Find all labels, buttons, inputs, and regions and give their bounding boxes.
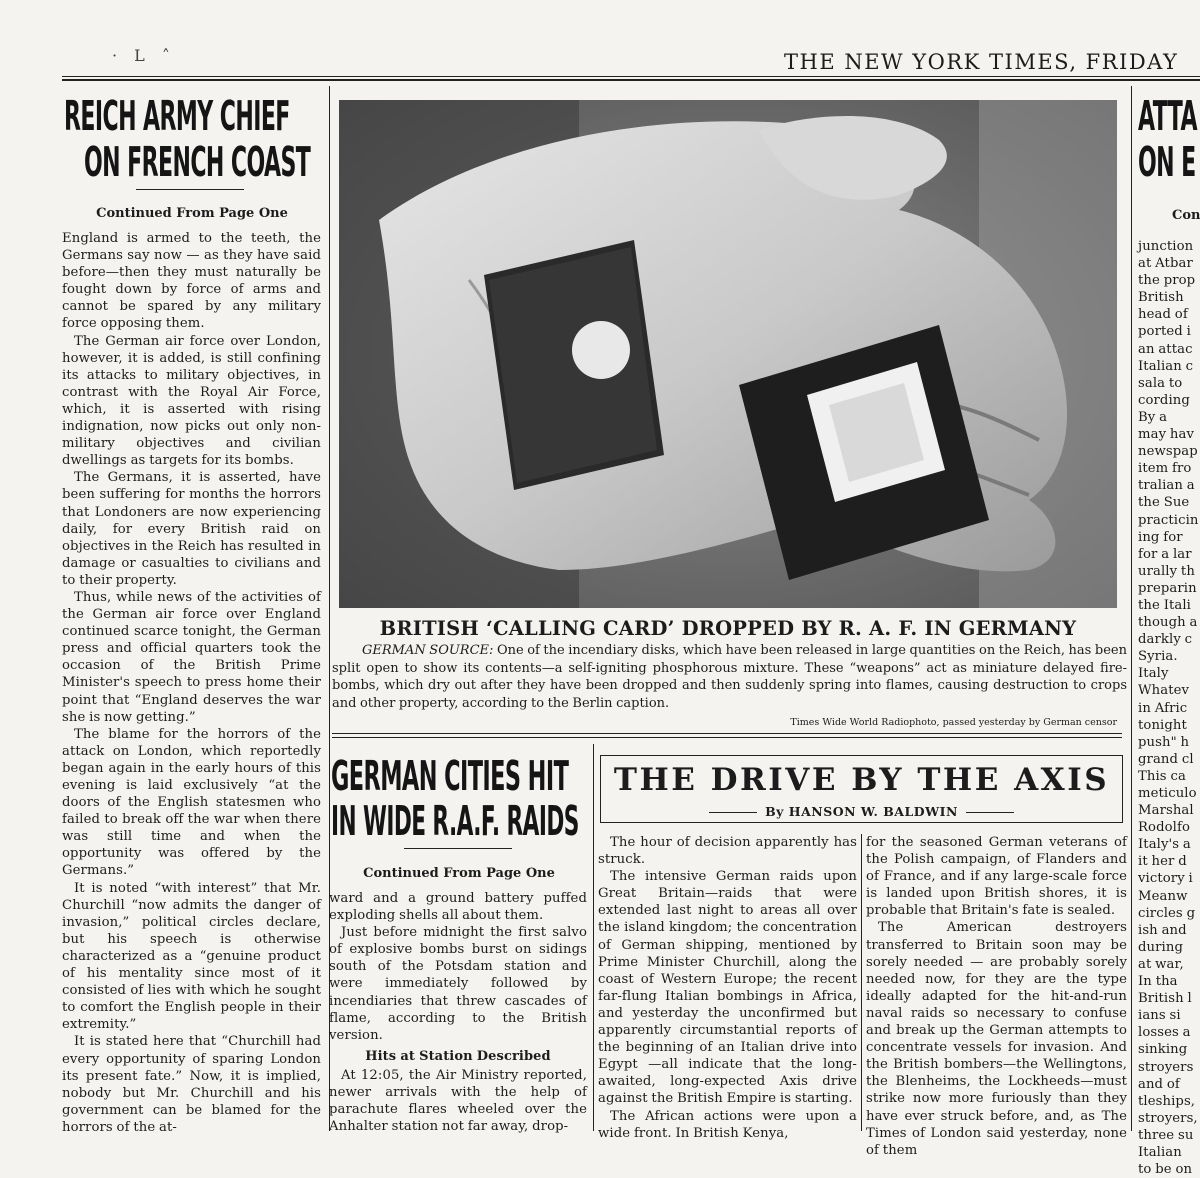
- photo-caption-title: BRITISH ‘CALLING CARD’ DROPPED BY R. A. F. IN GERMANY: [379, 617, 1077, 640]
- right-column-line: sala to: [1138, 375, 1183, 391]
- right-column-line: and of: [1138, 1076, 1180, 1092]
- left-paragraph: The blame for the horrors of the attack on London, which reportedly began again in the early hours of this evening is laid exclusively “at the doors of the English statesmen who failed to break off the war when there was still time and when the opportunity was offered by the Germans.”: [62, 726, 321, 879]
- analysis-paragraph: The African actions were upon a wide front. In British Kenya,: [598, 1108, 857, 1141]
- right-column-line: cording: [1138, 392, 1190, 408]
- analysis-title: THE DRIVE BY THE AXIS: [613, 762, 1110, 798]
- middle-subhead: Hits at Station Described: [365, 1048, 551, 1064]
- photo-caption-lead: GERMAN SOURCE:: [362, 643, 494, 658]
- analysis-column-2: [866, 834, 1127, 1158]
- right-column-line: tralian a: [1138, 478, 1195, 494]
- right-column-line: three su: [1138, 1127, 1194, 1143]
- right-column-line: circles g: [1138, 905, 1196, 921]
- analysis-byline: [601, 804, 1122, 819]
- right-column-line: item fro: [1138, 461, 1192, 477]
- right-column-line: at war,: [1138, 956, 1184, 972]
- right-column-line: to be on: [1138, 1162, 1193, 1178]
- photo-caption-body: One of the incendiary disks, which have been released in large quantities on the Reich, has been split open to show its contents—a self-igniting phosphorous mixture. These “weapons” act as miniature delayed fire-bombs, which dry out after they have been dropped and then suddenly spring into flames, causing destruction to crops and other property, according to the Berlin caption.: [332, 643, 1127, 711]
- left-paragraph: It is noted “with interest” that Mr. Churchill “now admits the danger of invasion,” political circles declare, but his speech is otherwise characterized as a “genuine product of his mentality since most of it consisted of lies with which he sought to comfort the English people in their extremity.”: [62, 880, 321, 1033]
- right-column-line: In tha: [1138, 974, 1178, 990]
- masthead-title: THE NEW YORK TIMES, FRIDAY: [784, 50, 1179, 74]
- masthead-rule-thick: [62, 79, 1200, 81]
- right-column-line: Marshal: [1138, 803, 1194, 819]
- right-column-line: darkly c: [1138, 632, 1193, 648]
- photo-caption-text: [332, 642, 1127, 712]
- right-column-line: in Afric: [1138, 700, 1188, 716]
- right-column-line: ish and: [1138, 922, 1187, 938]
- right-column-line: the Sue: [1138, 495, 1190, 511]
- right-column-line: Italy: [1138, 666, 1169, 682]
- left-headline-line2: ON FRENCH COAST: [84, 138, 311, 186]
- right-column-line: tonight: [1138, 717, 1187, 733]
- left-continued-line: Continued From Page One: [96, 206, 288, 221]
- middle-continued-line: Continued From Page One: [363, 866, 555, 881]
- right-column-line: it her d: [1138, 854, 1187, 870]
- right-column-line: Italy's a: [1138, 837, 1191, 853]
- right-article-body: [1138, 238, 1200, 1178]
- analysis-paragraph: The American destroyers transferred to Britain soon may be sorely needed — are probably sorely needed now, for they are the type ideally adapted for the hit-and-run naval raids so necessary to confuse and break up the German attempts to concentrate vessels for invasion. And the British bombers—the Wellingtons, the Blenheims, the Lockheeds—must strike now more furiously than they have ever struck before, and, as The Times of London said yesterday, none of them: [866, 920, 1127, 1158]
- right-column-line: victory i: [1138, 871, 1193, 887]
- left-paragraph: It is stated here that “Churchill had every opportunity of sparing London its present fate.” Now, it is implied, nobody but Mr. Churchill and his government can be blamed for the horrors of the at-: [62, 1034, 321, 1135]
- middle-paragraph: Just before midnight the first salvo of explosive bombs burst on sidings south of the Potsdam station and were immediately followed by incendiaries that threw cascades of flame, according to the British version.: [329, 925, 587, 1043]
- photo-rule-top: [332, 733, 1122, 734]
- middle-article-body: [329, 890, 587, 1135]
- column-rule-right: [1131, 86, 1132, 1131]
- right-column-line: may hav: [1138, 427, 1195, 443]
- right-column-line: for a lar: [1138, 546, 1192, 562]
- right-column-line: Rodolfo: [1138, 820, 1190, 836]
- folio-marks: · L ˄: [112, 46, 176, 65]
- middle-paragraph: At 12:05, the Air Ministry reported, newer arrivals with the help of parachute flares wheeled over the Anhalter station not far away, drop-: [329, 1067, 587, 1135]
- right-column-line: urally th: [1138, 563, 1195, 579]
- photo-credit: Times Wide World Radiophoto, passed yesterday by German censor: [790, 717, 1117, 728]
- analysis-column-1: [598, 834, 857, 1141]
- left-head-divider: [136, 189, 244, 190]
- masthead-rule-thin: [62, 76, 1200, 77]
- right-column-line: head of: [1138, 307, 1188, 323]
- right-column-line: By a: [1138, 409, 1168, 425]
- right-column-line: Italian: [1138, 1144, 1182, 1160]
- left-headline-line1: REICH ARMY CHIEF: [64, 92, 290, 140]
- right-column-line: during: [1138, 939, 1183, 955]
- right-headline-line1: ATTA: [1138, 92, 1197, 140]
- left-paragraph: The German air force over London, however, it is added, is still confining its attacks to military objectives, in contrast with the Royal Air Force, which, it is asserted with rising indignation, now picks out only non-military objectives and civilian dwellings as targets for its bombs.: [62, 333, 321, 469]
- right-column-line: Syria.: [1138, 649, 1178, 665]
- right-column-line: an attac: [1138, 341, 1193, 357]
- right-column-line: newspap: [1138, 444, 1198, 460]
- right-headline-line2: ON E: [1138, 138, 1196, 186]
- analysis-paragraph: for the seasoned German veterans of the Polish campaign, of Flanders and of France, and if any large-scale force is landed upon British shores, it is probable that Britain's fate is sealed.: [866, 835, 1127, 919]
- analysis-paragraph: The intensive German raids upon Great Britain—raids that were extended last night to areas all over the island kingdom; the concentration of German shipping, mentioned by Prime Minister Churchill, along the coast of Western Europe; the recent far-flung Italian bombings in Africa, and yesterday the unconfirmed but apparently circumstantial reports of the beginning of an Italian drive into Egypt —all indicate that the long-awaited, long-expected Axis drive against the British Empire is starting.: [598, 869, 857, 1107]
- right-column-line: sinking: [1138, 1042, 1188, 1058]
- right-column-line: Whatev: [1138, 683, 1190, 699]
- analysis-byline-text: By HANSON W. BALDWIN: [765, 804, 958, 819]
- left-paragraph: The Germans, it is asserted, have been suffering for months the horrors that Londoners are now experiencing daily, for every British raid on objectives in the Reich has resulted in damage or casualties to civilians and to their property.: [62, 470, 321, 588]
- middle-paragraph: ward and a ground battery puffed exploding shells all about them.: [329, 891, 587, 924]
- left-paragraph: England is armed to the teeth, the Germans say now — as they have said before—then they must naturally be fought down by force of arms and cannot be spared by any military force opposing them.: [62, 231, 321, 332]
- left-article-body: [62, 230, 321, 1135]
- right-column-line: meticulo: [1138, 786, 1197, 801]
- right-column-line: British l: [1138, 991, 1192, 1007]
- right-column-line: practicin: [1138, 512, 1199, 528]
- right-column-line: ing for: [1138, 529, 1183, 545]
- right-column-line: ported i: [1138, 324, 1191, 340]
- right-column-line: losses a: [1138, 1025, 1191, 1041]
- right-continued-line: Con: [1172, 208, 1200, 223]
- right-column-line: at Atbar: [1138, 256, 1193, 272]
- right-column-line: the Itali: [1138, 597, 1191, 613]
- right-column-line: This ca: [1138, 768, 1186, 784]
- hand-holding-incendiary-disks: [339, 100, 1117, 608]
- right-column-line: ians si: [1138, 1008, 1181, 1024]
- middle-headline-line1: GERMAN CITIES HIT: [331, 752, 569, 800]
- right-column-line: Italian c: [1138, 358, 1194, 374]
- right-column-line: British: [1138, 290, 1184, 306]
- middle-headline-line2: IN WIDE R.A.F. RAIDS: [331, 797, 579, 845]
- right-column-line: tleships,: [1138, 1093, 1196, 1109]
- right-column-line: stroyers: [1138, 1059, 1194, 1075]
- right-column-line: stroyers,: [1138, 1110, 1198, 1126]
- analysis-paragraph: The hour of decision apparently has struck.: [598, 835, 857, 868]
- right-column-line: though a: [1138, 615, 1198, 631]
- right-column-line: grand cl: [1138, 751, 1194, 767]
- left-paragraph: Thus, while news of the activities of the German air force over England continued scarce tonight, the German press and official quarters took the occasion of the British Prime Minister's speech to press home their point that “England deserves the war she is now getting.”: [62, 589, 321, 725]
- right-column-line: preparin: [1138, 580, 1197, 596]
- right-column-line: the prop: [1138, 273, 1196, 289]
- analysis-title-box: [600, 755, 1123, 823]
- photo-rule-bottom: [332, 737, 1122, 738]
- right-column-line: push" h: [1138, 734, 1190, 750]
- column-rule-middle: [593, 744, 594, 1131]
- analysis-column-rule: [861, 834, 862, 1131]
- right-column-line: Meanw: [1138, 888, 1188, 904]
- news-photo: [339, 100, 1117, 608]
- middle-head-divider: [404, 848, 512, 849]
- right-column-line: junction: [1138, 239, 1194, 254]
